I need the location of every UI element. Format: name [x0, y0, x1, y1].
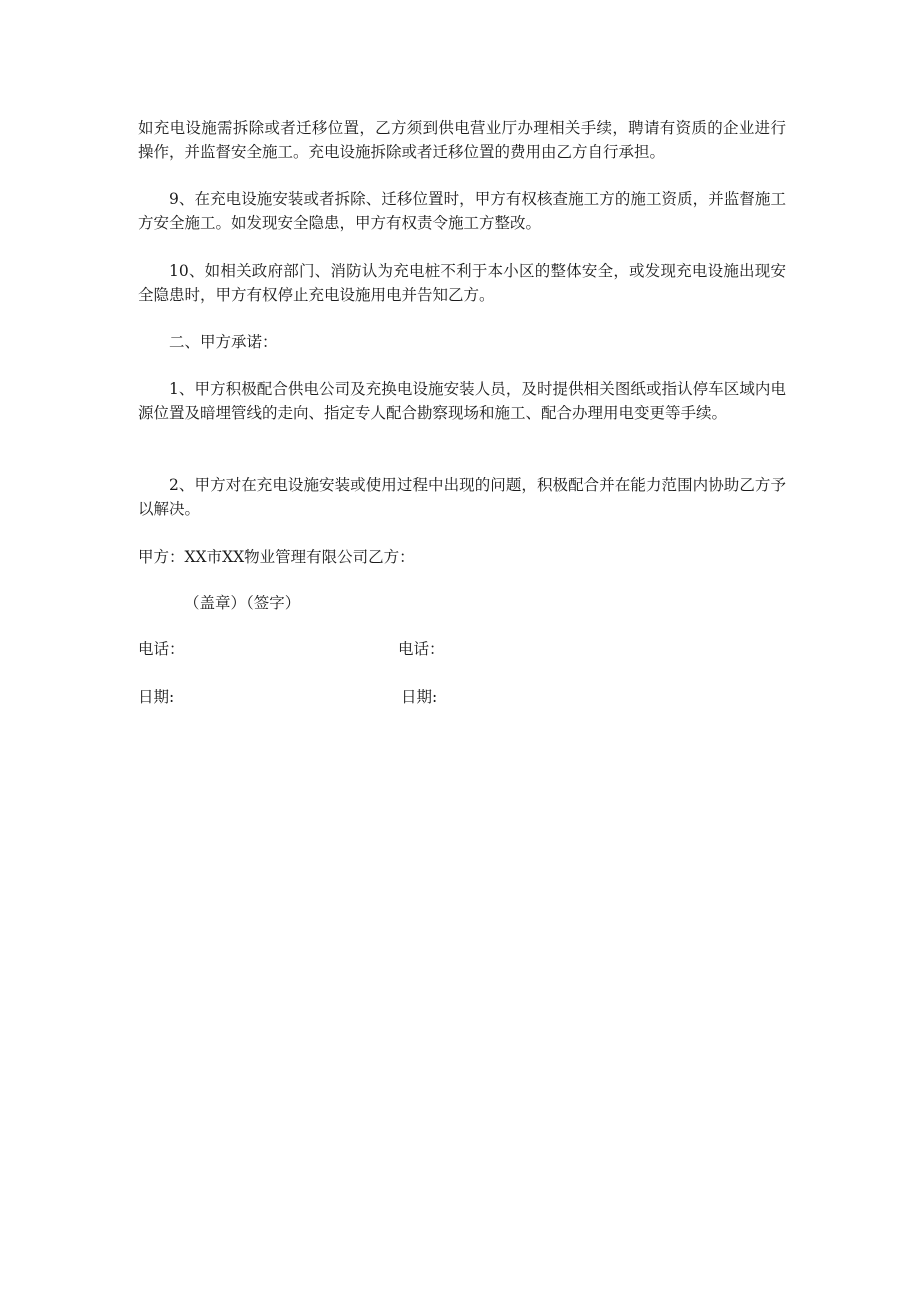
- phone-label-right: 电话：: [398, 640, 445, 658]
- paragraph-clause-10: 10、如相关政府部门、消防认为充电桩不利于本小区的整体安全，或发现充电设施出现安全隐患时，甲方有权停止充电设施用电并告知乙方。: [138, 262, 786, 304]
- section-heading-party-a-commitments: 二、甲方承诺：: [169, 333, 278, 351]
- paragraph-relocation-clause: 如充电设施需拆除或者迁移位置，乙方须到供电营业厅办理相关手续，聘请有资质的企业进行操作，并监督安全施工。充电设施拆除或者迁移位置的费用由乙方自行承担。: [138, 119, 786, 161]
- paragraph-commitment-2: 2、甲方对在充电设施安装或使用过程中出现的问题，积极配合并在能力范围内协助乙方予以解决。: [138, 476, 786, 518]
- date-label-left: 日期:: [138, 688, 175, 706]
- signature-seal-line: （盖章）（签字）: [184, 594, 301, 612]
- signature-party-line: 甲方：XX市XX物业管理有限公司乙方：: [138, 548, 415, 566]
- phone-label-left: 电话：: [138, 640, 185, 658]
- date-label-right: 日期:: [401, 688, 438, 706]
- paragraph-clause-9: 9、在充电设施安装或者拆除、迁移位置时，甲方有权核查施工方的施工资质，并监督施工方安全施工。如发现安全隐患，甲方有权责令施工方整改。: [138, 190, 786, 232]
- paragraph-commitment-1: 1、甲方积极配合供电公司及充换电设施安装人员，及时提供相关图纸或指认停车区域内电源位置及暗埋管线的走向、指定专人配合勘察现场和施工、配合办理用电变更等手续。: [138, 380, 786, 422]
